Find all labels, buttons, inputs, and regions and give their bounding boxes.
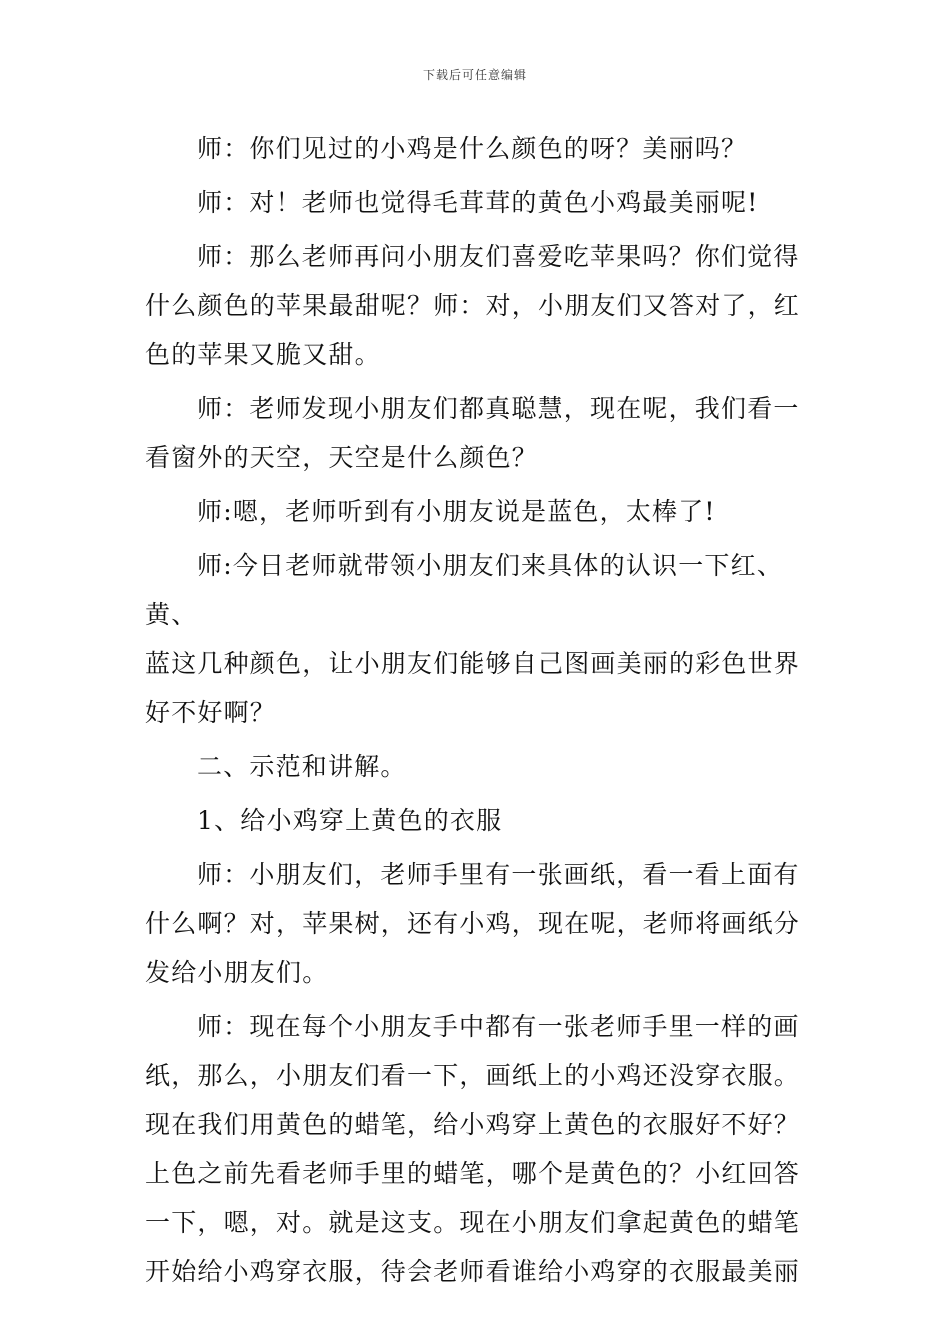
subsection-heading: 1、给小鸡穿上黄色的衣服: [197, 806, 503, 835]
paragraph: 师：你们见过的小鸡是什么颜色的呀？美丽吗？: [197, 134, 748, 163]
document-body: [145, 124, 810, 1301]
paragraph: 师：对！老师也觉得毛茸茸的黄色小鸡最美丽呢!: [197, 188, 759, 217]
section-heading: 二、示范和讲解。: [197, 752, 407, 781]
paragraph: 师：老师发现小朋友们都真聪慧，现在呢，我们看一 看窗外的天空，天空是什么颜色？: [145, 394, 800, 472]
paragraph: 师：那么老师再问小朋友们喜爱吃苹果吗？你们觉得 什么颜色的苹果最甜呢？师：对，小朋友们又答对了，红 色的苹果又脆又甜。: [145, 242, 801, 369]
header-note: 下载后可任意编辑: [422, 68, 527, 82]
paragraph: 师:嗯，老师听到有小朋友说是蓝色，太棒了!: [197, 497, 716, 526]
paragraph: 师：小朋友们，老师手里有一张画纸，看一看上面有 什么啊？对，苹果树，还有小鸡，现在呢，老师将画纸分 发给小朋友们。: [145, 860, 801, 987]
paragraph: 师:今日老师就带领小朋友们来具体的认识一下红、黄、 蓝这几种颜色，让小朋友们能够自己图画美丽的彩色世界 好不好啊？: [145, 551, 801, 727]
paragraph: 师：现在每个小朋友手中都有一张老师手里一样的画 纸，那么，小朋友们看一下，画纸上的小鸡还没穿衣服。 现在我们用黄色的蜡笔，给小鸡穿上黄色的衣服好不好？ 上色之前先看老师手里的蜡笔，哪个是黄色的？小红回答 一下，嗯，对。就是这支。现在小朋友们拿起黄色的蜡笔 开始给小鸡穿衣服，待会老师看谁给小鸡穿的衣服最美丽: [145, 1012, 801, 1286]
